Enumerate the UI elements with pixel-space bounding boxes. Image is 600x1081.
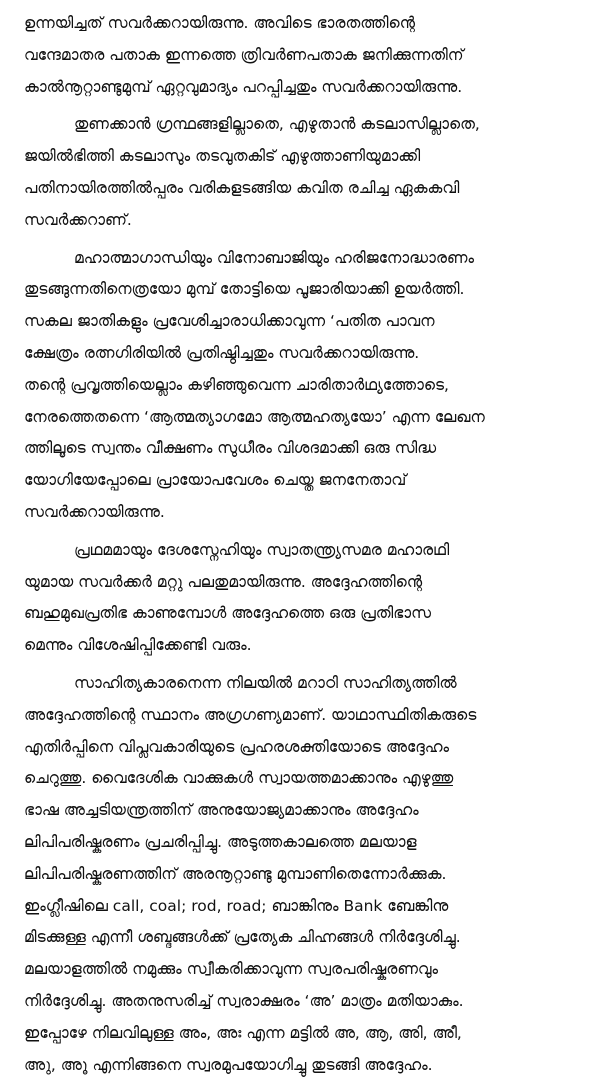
text-line: യോഗിയേപ്പോലെ പ്രായോപവേശം ചെയ്ത ജനനേതാവ് (24, 465, 578, 497)
text-line: പ്രഥമമായും ദേശസ്നേഹിയും സ്വാതന്ത്ര്യസമര മഹാരഥി (24, 535, 578, 567)
paragraph-4 (24, 535, 578, 662)
text-line: ചെറുത്തു. വൈദേശിക വാക്കുകൾ സ്വായത്തമാക്കാനും എഴുത്തു (24, 763, 578, 795)
text-line: പതിനായിരത്തിൽപ്പരം വരികളടങ്ങിയ കവിത രചിച്ച ഏകകവി (24, 173, 578, 205)
text-line: അു, അൂ എന്നിങ്ങനെ സ്വരമുപയോഗിച്ചു തുടങ്ങി അദ്ദേഹം. (24, 1050, 578, 1081)
text-line: സാഹിത്യകാരനെന്ന നിലയിൽ മറാഠി സാഹിത്യത്തിൽ (24, 668, 578, 700)
text-line: മെന്നും വിശേഷിപ്പിക്കേണ്ടി വരും. (24, 630, 578, 662)
text-line: ജയിൽഭിത്തി കടലാസും തടവുതകിട് എഴുത്താണിയുമാക്കി (24, 141, 578, 173)
text-line: തുണക്കാൻ ഗ്രന്ഥങ്ങളില്ലാതെ, എഴുതാൻ കടലാസില്ലാതെ, (24, 109, 578, 141)
text-line: ത്തിലൂടെ സ്വന്തം വീക്ഷണം സുധീരം വിശദമാക്കി ഒരു സിദ്ധ (24, 433, 578, 465)
text-line: സകല ജാതികളും പ്രവേശിച്ചാരാധിക്കാവുന്ന ‘പതിത പാവന (24, 306, 578, 338)
text-line: സവർക്കറാണ്. (24, 205, 578, 237)
text-line: സവർക്കറായിരുന്നു. (24, 497, 578, 529)
text-line: ഭാഷ അച്ചടിയന്ത്രത്തിന് അനുയോജ്യമാക്കാനും അദ്ദേഹം (24, 795, 578, 827)
text-line: തന്റെ പ്രവൃത്തിയെല്ലാം കഴിഞ്ഞുവെന്ന ചാരിതാർഥ്യത്തോടെ, (24, 370, 578, 402)
text-line: കാൽനൂറ്റാണ്ടുമുമ്പ് ഏറ്റവുമാദ്യം പറപ്പിച്ചതും സവർക്കറായിരുന്നു. (24, 72, 578, 104)
text-line: ക്ഷേത്രം രത്നഗിരിയിൽ പ്രതിഷ്ഠിച്ചതും സവർക്കറായിരുന്നു. (24, 338, 578, 370)
text-line: നിർദ്ദേശിച്ചു. അതനുസരിച്ച് സ്വരാക്ഷരം ‘അ’ മാത്രം മതിയാകും. (24, 986, 578, 1018)
text-line: വന്ദേമാതര പതാക ഇന്നത്തെ ത്രിവർണപതാക ജനിക്കുന്നതിന് (24, 40, 578, 72)
text-line: ഇംഗ്ലീഷിലെ call, coal; rod, road; ബാങ്കിനും Bank ബേങ്കിനു (24, 891, 578, 923)
text-line: മഹാത്മാഗാന്ധിയും വിനോബാജിയും ഹരിജനോദ്ധാരണം (24, 243, 578, 275)
text-line: ലിപിപരിഷ്കരണത്തിന് അരനൂറ്റാണ്ടു മുമ്പാണിതെന്നോർക്കുക. (24, 859, 578, 891)
text-line: ഇപ്പോഴേ നിലവിലുള്ള അം, അഃ എന്ന മട്ടിൽ അ, ആ, അി, അീ, (24, 1018, 578, 1050)
text-line: ബഹുമുഖപ്രതിഭ കാണുമ്പോൾ അദ്ദേഹത്തെ ഒരു പ്രതിഭാസ (24, 598, 578, 630)
paragraph-3 (24, 243, 578, 529)
text-line: എതിർപ്പിനെ വിപ്ലവകാരിയുടെ പ്രഹരശക്തിയോടെ അദ്ദേഹം (24, 732, 578, 764)
paragraph-1 (24, 8, 578, 103)
text-line: മലയാളത്തിൽ നമുക്കും സ്വീകരിക്കാവുന്ന സ്വരപരിഷ്കരണവും (24, 954, 578, 986)
text-line: നേരത്തെതന്നെ ‘ആത്മത്യാഗമോ ആത്മഹത്യയോ’ എന്ന ലേഖന (24, 402, 578, 434)
paragraph-5 (24, 668, 578, 1081)
text-line: ഉന്നയിച്ചത് സവർക്കറായിരുന്നു. അവിടെ ഭാരതത്തിന്റെ (24, 8, 578, 40)
text-line: ലിപിപരിഷ്കരണം പ്രചരിപ്പിച്ചു. അടുത്തകാലത്തെ മലയാള (24, 827, 578, 859)
text-line: യുമായ സവർക്കർ മറ്റു പലതുമായിരുന്നു. അദ്ദേഹത്തിന്റെ (24, 567, 578, 599)
paragraph-2 (24, 109, 578, 236)
text-line: മിടക്കുള്ള എന്നീ ശബ്ദങ്ങൾക്ക് പ്രത്യേക ചിഹ്നങ്ങൾ നിർദ്ദേശിച്ചു. (24, 922, 578, 954)
text-line: അദ്ദേഹത്തിന്റെ സ്ഥാനം അഗ്രഗണ്യമാണ്. യാഥാസ്ഥിതികരുടെ (24, 700, 578, 732)
text-line: തുടങ്ങുന്നതിനെത്രയോ മുമ്പ് തോട്ടിയെ പൂജാരിയാക്കി ഉയർത്തി. (24, 274, 578, 306)
